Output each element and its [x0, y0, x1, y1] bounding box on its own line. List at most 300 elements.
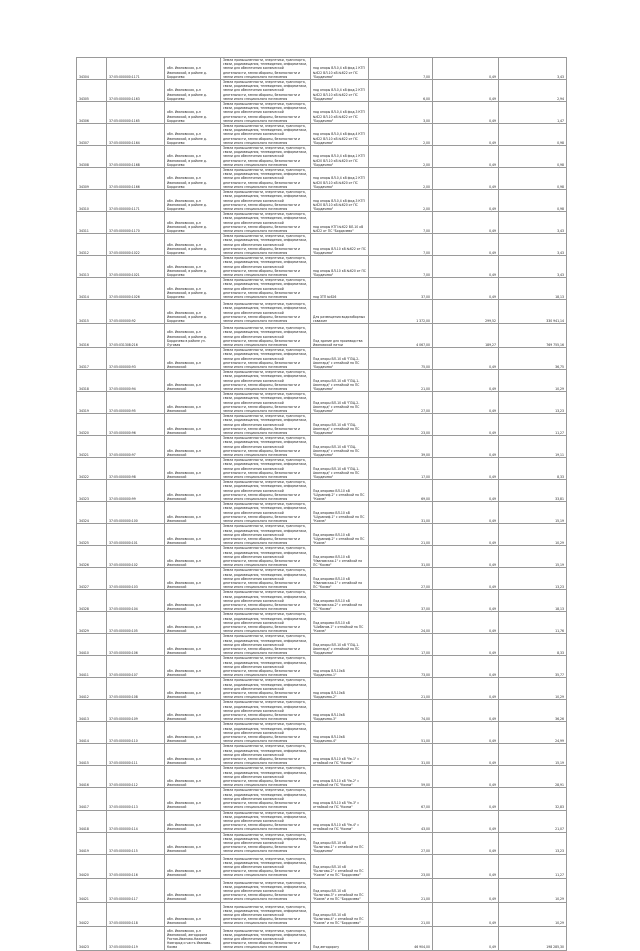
cadastral-value-per-unit: 0,49: [433, 212, 499, 234]
permitted-use: Под опоры ВЛ-10 кВ "Бологово-3" с отпайкой на ПС "Кохма" и на ПС "Бордачево": [311, 878, 369, 902]
cadastral-value-per-unit: 189,27: [433, 324, 499, 348]
row-number: 34417: [77, 788, 107, 810]
land-category: Земли промышленности, энергетики, транспорта, связи, радиовещания, телевидения, информатики, земли для обеспечения космической деятельности, земли обороны, безопасности и земли иного специального назначения: [221, 678, 311, 700]
land-category: Земли промышленности, энергетики, транспорта, связи, радиовещания, телевидения, информатики, земли для обеспечения космической деятельности, земли обороны, безопасности и земли иного специального назначения: [221, 480, 311, 502]
location: обл. Ивановская, р-н Ивановский: [165, 902, 221, 926]
land-category: Земли промышленности, энергетики, транспорта, связи, радиовещания, телевидения, информатики, земли для обеспечения космической деятельности, земли обороны, безопасности и земли иного специального назначения: [221, 324, 311, 348]
permitted-use: под опоры ВЛ-0,4 кВ фид.1 КТП №620 ВЛ-10 кВ №620 от ПС "Бордачево": [311, 146, 369, 168]
cadastral-value-per-unit: 0,49: [433, 524, 499, 546]
land-category: Земли промышленности, энергетики, транспорта, связи, радиовещания, телевидения, информатики, земли для обеспечения космической деятельности, земли обороны, безопасности и земли иного специального назначения: [221, 256, 311, 278]
location: обл. Ивановская, р-н Ивановский, в районе д. Бордачево: [165, 234, 221, 256]
area-value: 2,00: [369, 146, 433, 168]
row-number: 34412: [77, 678, 107, 700]
row-number: 34322: [77, 458, 107, 480]
location: обл. Ивановская, р-н Ивановский, автодорога Ростов-Иваново-Нижний Новгород и часть Иваново-Кохма: [165, 926, 221, 950]
cadastral-value-per-unit: 0,49: [433, 168, 499, 190]
land-category: Земли промышленности, энергетики, транспорта, связи, радиовещания, телевидения, информатики, земли для обеспечения космической деятельности, земли обороны, безопасности и земли иного специального назначения: [221, 590, 311, 612]
cadastral-value: 13,23: [499, 832, 567, 854]
land-category: Земли промышленности, энергетики, транспорта, связи, радиовещания, телевидения, информатики, земли для обеспечения космической деятельности, земли обороны, безопасности и земли иного специального назначения: [221, 700, 311, 722]
row-number: 34422: [77, 902, 107, 926]
cadastral-value: 21,07: [499, 810, 567, 832]
location: обл. Ивановская, р-н Ивановский: [165, 524, 221, 546]
cadastral-number: 37:05:000000:1026: [107, 278, 165, 300]
location: обл. Ивановская, р-н Ивановский, в районе д. Бордачево в районе ул. Луговая: [165, 324, 221, 348]
cadastral-number: 37:05:000000:1165: [107, 102, 165, 124]
area-value: 73,00: [369, 656, 433, 678]
cadastral-number: 37:05:000000:100: [107, 502, 165, 524]
cadastral-number: 37:05:000000:107: [107, 656, 165, 678]
cadastral-value: 36,75: [499, 348, 567, 370]
cadastral-value-per-unit: 0,49: [433, 766, 499, 788]
row-number: 34328: [77, 590, 107, 612]
table-row: [77, 102, 567, 124]
row-number: 34308: [77, 146, 107, 168]
cadastral-value-per-unit: 0,49: [433, 568, 499, 590]
row-number: 34413: [77, 700, 107, 722]
cadastral-number: 37:05:000000:115: [107, 832, 165, 854]
cadastral-number: 37:05:000000:116: [107, 854, 165, 878]
land-category: Земли промышленности, энергетики, транспорта, связи, радиовещания, телевидения, информатики, земли для обеспечения космической деятельности, земли обороны, безопасности и земли иного специального назначения: [221, 524, 311, 546]
cadastral-number: 37:05:000000:1021: [107, 256, 165, 278]
cadastral-value: 3,43: [499, 58, 567, 80]
area-value: 2,00: [369, 190, 433, 212]
land-category: Земли промышленности, энергетики, транспорта, связи, радиовещания, телевидения, информатики, земли для обеспечения космической деятельности, земли обороны, безопасности и земли иного специального назначения: [221, 902, 311, 926]
permitted-use: под опоры ВЛ-10 кВ "Ув-3" с отпайкой на ПС "Кохма": [311, 788, 369, 810]
cadastral-number: 37:05:000000:118: [107, 902, 165, 926]
cadastral-value-per-unit: 0,49: [433, 80, 499, 102]
location: обл. Ивановская, р-н Ивановский: [165, 854, 221, 878]
cadastral-value-per-unit: 0,49: [433, 926, 499, 950]
location: обл. Ивановская, р-н Ивановский: [165, 678, 221, 700]
permitted-use: Под опорами ВЛ-10 кВ "Шурамиф-1" с отпайкой на ПС "Кохма": [311, 502, 369, 524]
land-category: Земли промышленности, энергетики, транспорта, связи, радиовещания, телевидения, информатики, земли для обеспечения космической деятельности, земли обороны, безопасности и земли иного специального назначения: [221, 190, 311, 212]
land-category: Земли промышленности, энергетики, транспорта, связи, радиовещания, телевидения, информатики, земли для обеспечения космической деятельности, земли обороны, безопасности и земли иного специального назначения: [221, 744, 311, 766]
table-row: [77, 854, 567, 878]
cadastral-value: 13,23: [499, 568, 567, 590]
cadastral-number: 37:05:000000:105: [107, 612, 165, 634]
cadastral-value: 35,77: [499, 656, 567, 678]
permitted-use: под опоры ВЛ-0,4 кВ фид.2 КТП №620 ВЛ-10 кВ №620 от ПС "Бордачево": [311, 168, 369, 190]
table-row: [77, 502, 567, 524]
cadastral-value: 24,99: [499, 722, 567, 744]
cadastral-value: 10,29: [499, 370, 567, 392]
land-category: Земли промышленности, энергетики, транспорта, связи, радиовещания, телевидения, информатики, земли для обеспечения космической деятельности, земли обороны, безопасности и земли иного специального назначения: [221, 102, 311, 124]
cadastral-value: 3,43: [499, 234, 567, 256]
table-row: [77, 722, 567, 744]
cadastral-value: 3,43: [499, 212, 567, 234]
cadastral-number: 37:05:000000:1170: [107, 212, 165, 234]
row-number: 34319: [77, 392, 107, 414]
cadastral-value: 32,83: [499, 788, 567, 810]
cadastral-number: 37:05:000000:106: [107, 634, 165, 656]
table-row: [77, 832, 567, 854]
land-category: Земли промышленности, энергетики, транспорта, связи, радиовещания, телевидения, информатики, земли для обеспечения космической деятельности, земли обороны, безопасности и земли иного специального назначения: [221, 146, 311, 168]
cadastral-number: 37:05:000000:117: [107, 878, 165, 902]
area-value: 37,00: [369, 590, 433, 612]
location: обл. Ивановская, р-н Ивановский: [165, 634, 221, 656]
cadastral-value: 13,23: [499, 392, 567, 414]
cadastral-value-per-unit: 0,49: [433, 722, 499, 744]
land-category: Земли промышленности, энергетики, транспорта, связи, радиовещания, телевидения, информатики, земли для обеспечения космической деятельности, земли обороны, безопасности и земли иного специального назначения: [221, 810, 311, 832]
cadastral-value: 330 941,14: [499, 300, 567, 324]
land-category: Земли промышленности, энергетики, транспорта, связи, радиовещания, телевидения, информатики, земли для обеспечения космической деятельности, земли обороны, безопасности и земли иного специального назначения: [221, 832, 311, 854]
cadastral-value-per-unit: 0,49: [433, 190, 499, 212]
area-value: 27,00: [369, 568, 433, 590]
cadastral-number: 37:05:000000:99: [107, 480, 165, 502]
location: обл. Ивановская, р-н Ивановский: [165, 832, 221, 854]
cadastral-value-per-unit: 0,49: [433, 480, 499, 502]
cadastral-number: 37:05:000000:109: [107, 700, 165, 722]
cadastral-value: 769 755,16: [499, 324, 567, 348]
location: обл. Ивановская, р-н Ивановский: [165, 370, 221, 392]
cadastral-value: 10,29: [499, 902, 567, 926]
location: обл. Ивановская, р-н Ивановский, в районе д. Бордачево: [165, 102, 221, 124]
land-category: Земли промышленности, энергетики, транспорта, связи, радиовещания, телевидения, информатики, земли для обеспечения космической деятельности, земли обороны, безопасности и земли иного специального назначения: [221, 80, 311, 102]
cadastral-value: 1,47: [499, 102, 567, 124]
table-row: [77, 700, 567, 722]
row-number: 34329: [77, 612, 107, 634]
area-value: 17,00: [369, 458, 433, 480]
cadastral-value: 10,29: [499, 678, 567, 700]
cadastral-number: 37:05:000000:1163: [107, 80, 165, 102]
location: обл. Ивановская, р-н Ивановский: [165, 568, 221, 590]
cadastral-value-per-unit: 0,49: [433, 854, 499, 878]
location: обл. Ивановская, р-н Ивановский, в районе д. Бордачево: [165, 278, 221, 300]
land-category: Земли промышленности, энергетики, транспорта, связи, радиовещания, телевидения, информатики, земли для обеспечения космической деятельности, земли обороны, безопасности и земли иного специального назначения: [221, 300, 311, 324]
permitted-use: Под опоры ВЛ-10 кВ "Бологово-2" с отпайкой на ПС "Кохма" и на ПС "Бордачево": [311, 854, 369, 878]
location: обл. Ивановская, р-н Ивановский, в районе д. Бордачево: [165, 146, 221, 168]
cadastral-number: 37:05:000000:1166: [107, 168, 165, 190]
permitted-use: под опоры ВЛ-10кВ "Бордачево-2": [311, 678, 369, 700]
row-number: 34421: [77, 878, 107, 902]
cadastral-number: 37:05:000000:111: [107, 744, 165, 766]
cadastral-number: 37:05:031308:216: [107, 324, 165, 348]
table-row: [77, 788, 567, 810]
permitted-use: Под опорами ВЛ-10 кВ "Шурамиф-2" с отпайкой на ПС "Кохма": [311, 480, 369, 502]
area-value: 31,00: [369, 502, 433, 524]
permitted-use: под опоры ВЛ-10 кВ "Ув-1" с отпайкой на ПС "Кохма": [311, 744, 369, 766]
row-number: 34306: [77, 102, 107, 124]
permitted-use: под опоры ВЛ-0,4 кВ фид.2 КТП №622 ВЛ-10 кВ №622 от ПС "Бордачево": [311, 80, 369, 102]
area-value: 27,00: [369, 392, 433, 414]
permitted-use: Под опорами ВЛ-10 кВ "Ивановская-2" с отпайкой на ПС "Кохма": [311, 590, 369, 612]
permitted-use: Под опоры ВЛ-10 кВ "Бологово-1" с отпайкой на ПС "Бордачево": [311, 832, 369, 854]
cadastral-number: 37:05:000000:103: [107, 568, 165, 590]
area-value: 69,00: [369, 480, 433, 502]
cadastral-value: 33,81: [499, 480, 567, 502]
cadastral-value-per-unit: 0,49: [433, 502, 499, 524]
cadastral-value-per-unit: 0,49: [433, 146, 499, 168]
permitted-use: под опоры ВЛ-10 кВ "Ув-4" с отпайкой на ПС "Кохма": [311, 810, 369, 832]
row-number: 34419: [77, 832, 107, 854]
table-row: [77, 124, 567, 146]
land-category: Земли промышленности, энергетики, транспорта, связи, радиовещания, телевидения, информатики, земли для обеспечения космической деятельности, земли обороны, безопасности и земли иного специального назначения: [221, 124, 311, 146]
area-value: 21,00: [369, 878, 433, 902]
table-row: [77, 480, 567, 502]
area-value: 7,00: [369, 58, 433, 80]
permitted-use: под ЗТП №626: [311, 278, 369, 300]
cadastral-value: 0,98: [499, 124, 567, 146]
cadastral-number: 37:05:000000:108: [107, 678, 165, 700]
cadastral-value-per-unit: 0,49: [433, 700, 499, 722]
permitted-use: Под опорами ВЛ-10 кВ "Шурамиф-2" с отпайкой на ПС "Кохма": [311, 524, 369, 546]
table-row: [77, 546, 567, 568]
land-category: Земли промышленности, энергетики, транспорта, связи, радиовещания, телевидения, информатики, земли для обеспечения космической деятельности, земли обороны, безопасности и земли иного специального назначения: [221, 502, 311, 524]
table-row: [77, 678, 567, 700]
row-number: 34323: [77, 480, 107, 502]
table-row: [77, 414, 567, 436]
row-number: 34304: [77, 58, 107, 80]
permitted-use: под опоры ВЛ-0,4 кВ фид.4 КТП №622 ВЛ-10 кВ №622 от ПС "Бордачево": [311, 124, 369, 146]
cadastral-number: 37:05:000000:102: [107, 546, 165, 568]
permitted-use: Под опоры ВЛ-10 кВ "ПЗЦ-2-Авангард" с отпайкой на ПС "Бордачево": [311, 348, 369, 370]
location: обл. Ивановская, р-н Ивановский: [165, 744, 221, 766]
area-value: 7,00: [369, 234, 433, 256]
permitted-use: Под опорами ВЛ-10 кВ "Ивановская-1" с отпайкой на ПС "Кохма": [311, 568, 369, 590]
cadastral-value-per-unit: 0,49: [433, 278, 499, 300]
table-row: [77, 348, 567, 370]
table-row: [77, 810, 567, 832]
cadastral-value-per-unit: 0,49: [433, 832, 499, 854]
location: обл. Ивановская, р-н Ивановский, в районе д. Бордачево: [165, 124, 221, 146]
row-number: 34315: [77, 300, 107, 324]
land-category: Земли промышленности, энергетики, транспорта, связи, радиовещания, телевидения, информатики, земли для обеспечения космической деятельности, земли обороны, безопасности и земли иного специального назначения: [221, 278, 311, 300]
cadastral-number: 37:05:000000:110: [107, 722, 165, 744]
cadastral-value-per-unit: 0,49: [433, 414, 499, 436]
area-value: 43,00: [369, 810, 433, 832]
cadastral-value: 15,19: [499, 744, 567, 766]
permitted-use: под опоры ВЛ-0,4 кВ фид.3 КТП №620 ВЛ-10 кВ №620 от ПС "Бордачево": [311, 190, 369, 212]
permitted-use: Под опоры ВЛ-10 кВ "ПЗЦ-2-Авангард" с отпайкой на ПС "Бордачево": [311, 392, 369, 414]
cadastral-value: 28,91: [499, 766, 567, 788]
location: обл. Ивановская, р-н Ивановский: [165, 722, 221, 744]
cadastral-number: 37:05:000000:94: [107, 370, 165, 392]
table-row: [77, 168, 567, 190]
cadastral-value: 8,33: [499, 458, 567, 480]
location: обл. Ивановская, р-н Ивановский: [165, 414, 221, 436]
row-number: 34316: [77, 324, 107, 348]
table-row: [77, 612, 567, 634]
table-body: [77, 58, 567, 951]
cadastral-number: 37:05:000000:114: [107, 810, 165, 832]
cadastral-value: 11,27: [499, 854, 567, 878]
table-row: [77, 436, 567, 458]
land-category: Земли промышленности, энергетики, транспорта, связи, радиовещания, телевидения, информатики, земли для обеспечения космической деятельности, земли обороны, безопасности и земли иного специального назначения: [221, 234, 311, 256]
row-number: 34327: [77, 568, 107, 590]
area-value: 21,00: [369, 370, 433, 392]
area-value: 17,00: [369, 634, 433, 656]
area-value: 59,00: [369, 766, 433, 788]
cadastral-value-per-unit: 0,49: [433, 458, 499, 480]
permitted-use: Для размещения водозаборных скважин: [311, 300, 369, 324]
row-number: 34321: [77, 436, 107, 458]
table-row: [77, 58, 567, 80]
area-value: 21,00: [369, 524, 433, 546]
row-number: 34310: [77, 190, 107, 212]
table-row: [77, 744, 567, 766]
table-row: [77, 212, 567, 234]
permitted-use: Под опоры ВЛ-10 кВ "ПЗЦ-1-Авангард" с отпайкой на ПС "Бордачево": [311, 634, 369, 656]
cadastral-value-per-unit: 0,49: [433, 744, 499, 766]
cadastral-value: 18,13: [499, 278, 567, 300]
table-row: [77, 568, 567, 590]
land-category: Земли промышленности, энергетики, транспорта, связи, радиовещания, телевидения, информатики, земли для обеспечения космической деятельности, земли обороны, безопасности и земли иного специального назначения: [221, 370, 311, 392]
cadastral-value: 11,76: [499, 612, 567, 634]
cadastral-value: 36,26: [499, 700, 567, 722]
area-value: 39,00: [369, 436, 433, 458]
table-row: [77, 902, 567, 926]
table-row: [77, 392, 567, 414]
cadastral-value-per-unit: 299,52: [433, 300, 499, 324]
cadastral-value: 19,11: [499, 436, 567, 458]
location: обл. Ивановская, р-н Ивановский: [165, 458, 221, 480]
cadastral-number: 37:05:000000:1171: [107, 58, 165, 80]
row-number: 34326: [77, 546, 107, 568]
table-row: [77, 300, 567, 324]
cadastral-value-per-unit: 0,49: [433, 678, 499, 700]
location: обл. Ивановская, р-н Ивановский: [165, 590, 221, 612]
cadastral-number: 37:05:000000:97: [107, 436, 165, 458]
table-row: [77, 634, 567, 656]
permitted-use: под опоры ВЛ-10 кВ №622 от ПС "Бордачево": [311, 234, 369, 256]
cadastral-value-per-unit: 0,49: [433, 902, 499, 926]
table-row: [77, 524, 567, 546]
table-row: [77, 80, 567, 102]
row-number: 34314: [77, 278, 107, 300]
row-number: 34312: [77, 234, 107, 256]
permitted-use: Под здание для производства Ивановской нитки: [311, 324, 369, 348]
row-number: 34411: [77, 656, 107, 678]
cadastral-value: 8,33: [499, 634, 567, 656]
area-value: 37,00: [369, 278, 433, 300]
area-value: 23,00: [369, 854, 433, 878]
row-number: 34416: [77, 766, 107, 788]
cadastral-value-per-unit: 0,49: [433, 234, 499, 256]
land-plots-table: [76, 57, 567, 951]
cadastral-number: 37:05:000000:1171: [107, 190, 165, 212]
land-category: Земли промышленности, энергетики, транспорта, связи, радиовещания, телевидения, информатики, земли для обеспечения космической деятельности, земли обороны, безопасности и земли иного специального назначения: [221, 568, 311, 590]
cadastral-value-per-unit: 0,49: [433, 634, 499, 656]
cadastral-value: 15,19: [499, 502, 567, 524]
row-number: 34325: [77, 524, 107, 546]
area-value: 6,00: [369, 80, 433, 102]
location: обл. Ивановская, р-н Ивановский: [165, 436, 221, 458]
cadastral-number: 37:05:000000:95: [107, 392, 165, 414]
location: обл. Ивановская, р-н Ивановский, в районе д. Бордачево: [165, 168, 221, 190]
land-category: Земли промышленности, энергетики, транспорта, связи, радиовещания, телевидения, информатики, земли для обеспечения космической деятельности, земли обороны, безопасности и земли иного специального назначения: [221, 854, 311, 878]
cadastral-number: 37:05:000000:104: [107, 590, 165, 612]
table-row: [77, 590, 567, 612]
cadastral-value: 10,29: [499, 878, 567, 902]
permitted-use: Под опорами ВЛ-10 кВ "Шибанов-1" с отпайкой на ПС "Кохма": [311, 612, 369, 634]
cadastral-value-per-unit: 0,49: [433, 102, 499, 124]
location: обл. Ивановская, р-н Ивановский, в районе д. Бордачево: [165, 300, 221, 324]
cadastral-number: 37:05:000000:1164: [107, 124, 165, 146]
area-value: 74,00: [369, 700, 433, 722]
cadastral-value-per-unit: 0,49: [433, 878, 499, 902]
permitted-use: под опоры ВЛ-10 кВ №620 от ПС "Бордачево": [311, 256, 369, 278]
row-number: 34415: [77, 744, 107, 766]
cadastral-value-per-unit: 0,49: [433, 656, 499, 678]
location: обл. Ивановская, р-н Ивановский, в районе д. Бордачево: [165, 212, 221, 234]
cadastral-value-per-unit: 0,49: [433, 348, 499, 370]
cadastral-value-per-unit: 0,49: [433, 810, 499, 832]
area-value: 46 904,00: [369, 926, 433, 950]
cadastral-value: 11,27: [499, 414, 567, 436]
row-number: 34420: [77, 854, 107, 878]
permitted-use: под опоры ВЛ-10 кВ "Ув-2" с отпайкой на ПС "Кохма": [311, 766, 369, 788]
row-number: 34309: [77, 168, 107, 190]
land-category: Земли промышленности, энергетики, транспорта, связи, радиовещания, телевидения, информатики, земли для обеспечения космической деятельности, земли обороны, безопасности и земли иного специального назначения: [221, 878, 311, 902]
cadastral-value-per-unit: 0,49: [433, 124, 499, 146]
cadastral-value-per-unit: 0,49: [433, 788, 499, 810]
area-value: 24,00: [369, 612, 433, 634]
table-row: [77, 656, 567, 678]
land-category: Земли промышленности, энергетики, транспорта, связи, радиовещания, телевидения, информатики, земли для обеспечения космической деятельности, земли обороны, безопасности и земли иного специального назначения: [221, 766, 311, 788]
cadastral-number: 37:05:000000:113: [107, 788, 165, 810]
cadastral-value-per-unit: 0,49: [433, 370, 499, 392]
cadastral-number: 37:05:000000:93: [107, 348, 165, 370]
cadastral-value: 18,13: [499, 590, 567, 612]
cadastral-value-per-unit: 0,49: [433, 612, 499, 634]
row-number: 34305: [77, 80, 107, 102]
area-value: 2,00: [369, 168, 433, 190]
cadastral-value-per-unit: 0,49: [433, 256, 499, 278]
cadastral-value-per-unit: 0,49: [433, 436, 499, 458]
cadastral-value: 0,98: [499, 146, 567, 168]
table-row: [77, 324, 567, 348]
location: обл. Ивановская, р-н Ивановский: [165, 766, 221, 788]
permitted-use: Под опоры ВЛ-10 кВ "ПЗЦ-1-Авангард" с отпайкой на ПС "Бордачево": [311, 370, 369, 392]
cadastral-value: 0,98: [499, 168, 567, 190]
area-value: 51,00: [369, 722, 433, 744]
table-row: [77, 146, 567, 168]
permitted-use: под опоры КТП №622 ВЛ-10 кВ №622 от ПС "Бордачево": [311, 212, 369, 234]
land-category: Земли промышленности, энергетики, транспорта, связи, радиовещания, телевидения, информатики, земли для обеспечения космической деятельности, земли обороны, безопасности и земли иного специального назначения: [221, 348, 311, 370]
cadastral-number: 37:05:000000:119: [107, 926, 165, 950]
land-category: Земли промышленности, энергетики, транспорта, связи, радиовещания, телевидения, информатики, земли для обеспечения космической деятельности, земли обороны, безопасности и земли иного специального назначения: [221, 634, 311, 656]
area-value: 7,00: [369, 256, 433, 278]
location: обл. Ивановская, р-н Ивановский: [165, 480, 221, 502]
cadastral-number: 37:05:000000:1168: [107, 146, 165, 168]
location: обл. Ивановская, р-н Ивановский, в районе д. Бордачево: [165, 256, 221, 278]
cadastral-value-per-unit: 0,49: [433, 546, 499, 568]
area-value: 21,00: [369, 902, 433, 926]
cadastral-number: 37:05:000000:98: [107, 458, 165, 480]
cadastral-number: 37:05:000000:101: [107, 524, 165, 546]
area-value: 21,00: [369, 678, 433, 700]
cadastral-value: 10,29: [499, 524, 567, 546]
land-category: Земли промышленности, энергетики, транспорта, связи, радиовещания, телевидения, информатики, земли для обеспечения космической деятельности, земли обороны, безопасности и земли иного специального назначения: [221, 168, 311, 190]
permitted-use: Под опоры ВЛ-10 кВ "Бологово-4" с отпайкой на ПС "Кохма" и на ПС "Бордачево": [311, 902, 369, 926]
permitted-use: Под опоры ВЛ-10 кВ "ПЗЦ-Авангард" с отпайкой на ПС "Бордачево": [311, 436, 369, 458]
row-number: 34318: [77, 370, 107, 392]
land-category: Земли промышленности, энергетики, транспорта, связи, радиовещания, телевидения, информатики, земли для обеспечения космической деятельности, земли обороны, безопасности и земли иного специального назначения: [221, 722, 311, 744]
table-row: [77, 458, 567, 480]
permitted-use: Под опорами ВЛ-10 кВ "Ивановская-1" с отпайкой на ПС "Кохма": [311, 546, 369, 568]
location: обл. Ивановская, р-н Ивановский: [165, 502, 221, 524]
table-row: [77, 370, 567, 392]
area-value: 31,00: [369, 744, 433, 766]
land-category: Земли промышленности, энергетики, транспорта, связи, радиовещания, телевидения, информатики, земли для обеспечения космической деятельности, земли обороны, безопасности и земли иного специального назначения: [221, 458, 311, 480]
row-number: 34307: [77, 124, 107, 146]
area-value: 4 067,00: [369, 324, 433, 348]
cadastral-value: 198 285,30: [499, 926, 567, 950]
land-category: Земли промышленности, энергетики, транспорта, связи, радиовещания, телевидения, информатики, земли для обеспечения космической деятельности, земли обороны, безопасности и земли иного специального назначения: [221, 612, 311, 634]
cadastral-number: 37:05:000000:96: [107, 414, 165, 436]
land-category: Земли промышленности, энергетики, транспорта, связи, радиовещания, телевидения, информатики, земли для обеспечения космической деятельности, земли обороны, безопасности и земли иного специального назначения: [221, 788, 311, 810]
location: обл. Ивановская, р-н Ивановский, в районе д. Бордачево: [165, 80, 221, 102]
